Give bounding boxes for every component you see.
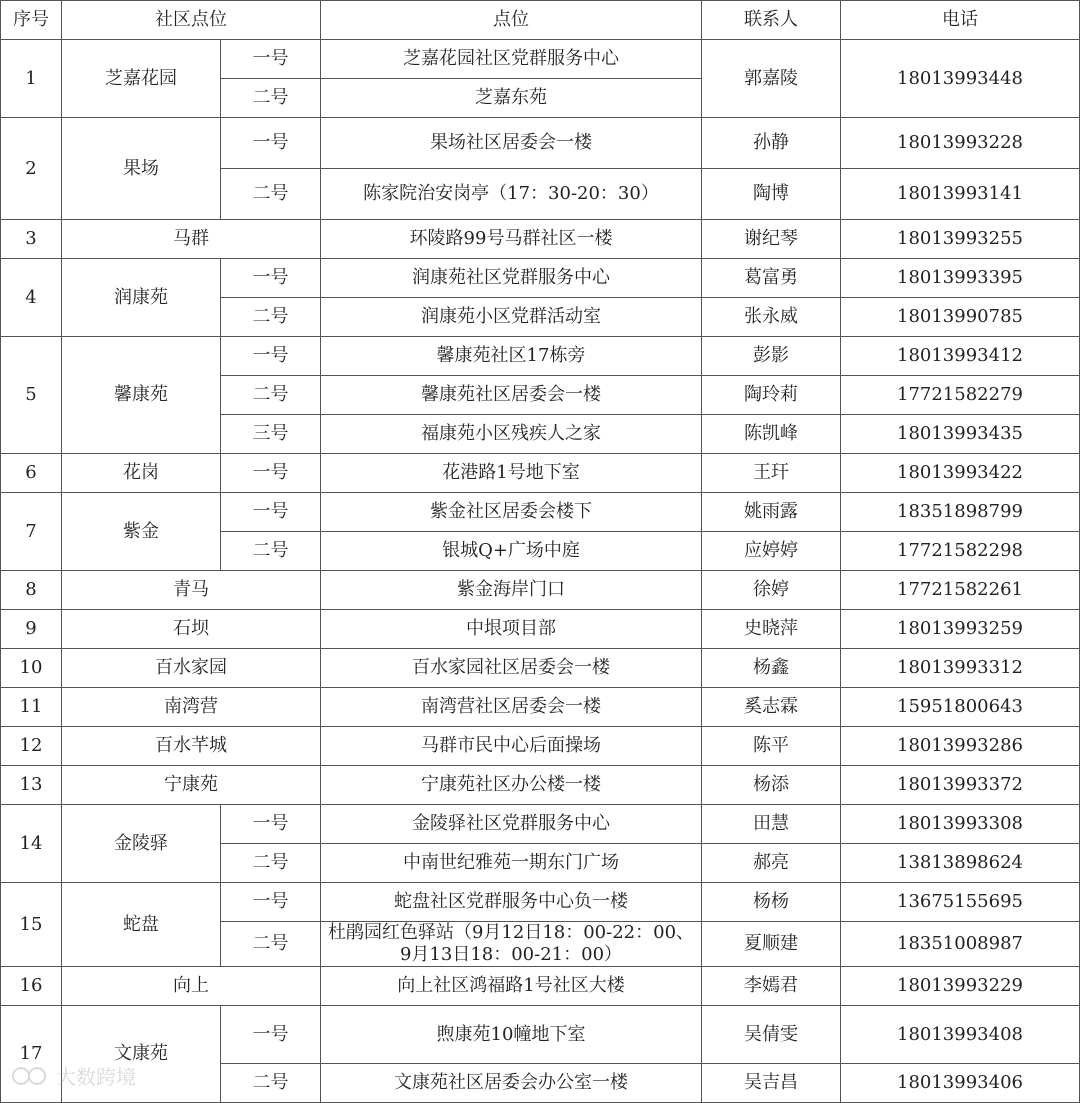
location-cell: 宁康苑社区办公楼一楼: [321, 766, 702, 805]
phone-cell: 13675155695: [841, 883, 1080, 922]
community-cell: 百水家园: [62, 649, 321, 688]
table-row: [1, 571, 1080, 610]
watermark: [10, 1061, 136, 1090]
location-cell: 银城Q+广场中庭: [321, 532, 702, 571]
sub-label-cell: 三号: [221, 415, 321, 454]
location-cell: 杜鹃园红色驿站（9月12日18：00-22：00、9月13日18：00-21：00）: [321, 922, 702, 967]
phone-cell: 18013993312: [841, 649, 1080, 688]
community-cell: 馨康苑: [62, 337, 221, 454]
contact-cell: 杨添: [702, 766, 841, 805]
phone-cell: 18013990785: [841, 298, 1080, 337]
header-location: 点位: [321, 1, 702, 40]
community-cell: 果场: [62, 118, 221, 220]
contact-cell: 葛富勇: [702, 259, 841, 298]
phone-cell: 18351898799: [841, 493, 1080, 532]
phone-cell: 17721582261: [841, 571, 1080, 610]
location-cell: 馨康苑社区居委会一楼: [321, 376, 702, 415]
sub-label-cell: 一号: [221, 1006, 321, 1064]
seq-cell: 3: [1, 220, 62, 259]
sub-label-cell: 二号: [221, 532, 321, 571]
seq-cell: 6: [1, 454, 62, 493]
contact-cell: 谢纪琴: [702, 220, 841, 259]
sub-label-cell: 一号: [221, 337, 321, 376]
table-row: [1, 337, 1080, 376]
phone-cell: 18013993422: [841, 454, 1080, 493]
header-seq: 序号: [1, 1, 62, 40]
location-cell: 南湾营社区居委会一楼: [321, 688, 702, 727]
location-cell: 陈家院治安岗亭（17：30-20：30）: [321, 169, 702, 220]
community-cell: 润康苑: [62, 259, 221, 337]
location-cell: 福康苑小区残疾人之家: [321, 415, 702, 454]
watermark-text: 大数跨境: [56, 1065, 136, 1089]
phone-cell: 17721582279: [841, 376, 1080, 415]
contact-cell: 吴倩雯: [702, 1006, 841, 1064]
seq-cell: 2: [1, 118, 62, 220]
location-cell: 润康苑社区党群服务中心: [321, 259, 702, 298]
table-row: [1, 688, 1080, 727]
phone-cell: 18013993259: [841, 610, 1080, 649]
sub-label-cell: 二号: [221, 298, 321, 337]
table-row: [1, 967, 1080, 1006]
phone-cell: 17721582298: [841, 532, 1080, 571]
seq-cell: 15: [1, 883, 62, 967]
contact-cell: 郝亮: [702, 844, 841, 883]
contact-cell: 陈凯峰: [702, 415, 841, 454]
sub-label-cell: 二号: [221, 1064, 321, 1103]
phone-cell: 18013993372: [841, 766, 1080, 805]
sub-label-cell: 一号: [221, 259, 321, 298]
phone-cell: 18013993435: [841, 415, 1080, 454]
phone-cell: 18013993448: [841, 40, 1080, 118]
seq-cell: 16: [1, 967, 62, 1006]
community-cell: 石坝: [62, 610, 321, 649]
phone-cell: 18013993228: [841, 118, 1080, 169]
table-row: [1, 649, 1080, 688]
phone-cell: 18351008987: [841, 922, 1080, 967]
contact-cell: 徐婷: [702, 571, 841, 610]
table-body: [1, 1, 1080, 1103]
location-cell: 润康苑小区党群活动室: [321, 298, 702, 337]
sub-label-cell: 二号: [221, 169, 321, 220]
phone-cell: 15951800643: [841, 688, 1080, 727]
phone-cell: 18013993406: [841, 1064, 1080, 1103]
location-cell: 紫金海岸门口: [321, 571, 702, 610]
table-row: [1, 493, 1080, 532]
sub-label-cell: 一号: [221, 40, 321, 79]
seq-cell: 7: [1, 493, 62, 571]
contact-cell: 应婷婷: [702, 532, 841, 571]
contact-cell: 奚志霖: [702, 688, 841, 727]
location-cell: 果场社区居委会一楼: [321, 118, 702, 169]
phone-cell: 18013993286: [841, 727, 1080, 766]
seq-cell: 5: [1, 337, 62, 454]
phone-cell: 18013993408: [841, 1006, 1080, 1064]
location-cell: 金陵驿社区党群服务中心: [321, 805, 702, 844]
location-cell: 馨康苑社区17栋旁: [321, 337, 702, 376]
table-row: [1, 610, 1080, 649]
sub-label-cell: 一号: [221, 454, 321, 493]
contact-cell: 田慧: [702, 805, 841, 844]
community-cell: 紫金: [62, 493, 221, 571]
community-cell: 花岗: [62, 454, 221, 493]
watermark-logo-icon: [10, 1065, 50, 1087]
phone-cell: 18013993412: [841, 337, 1080, 376]
seq-cell: 17: [1, 1006, 62, 1103]
community-cell: 南湾营: [62, 688, 321, 727]
community-cell: 文康苑: [62, 1006, 221, 1103]
contact-cell: 张永威: [702, 298, 841, 337]
sub-label-cell: 一号: [221, 883, 321, 922]
sub-label-cell: 二号: [221, 79, 321, 118]
contact-cell: 李嫣君: [702, 967, 841, 1006]
table-row: [1, 727, 1080, 766]
location-cell: 马群市民中心后面操场: [321, 727, 702, 766]
location-cell: 环陵路99号马群社区一楼: [321, 220, 702, 259]
sub-label-cell: 二号: [221, 922, 321, 967]
contact-cell: 吴吉昌: [702, 1064, 841, 1103]
community-cell: 金陵驿: [62, 805, 221, 883]
phone-cell: 18013993141: [841, 169, 1080, 220]
seq-cell: 8: [1, 571, 62, 610]
location-cell: 花港路1号地下室: [321, 454, 702, 493]
contact-cell: 杨杨: [702, 883, 841, 922]
location-cell: 芝嘉花园社区党群服务中心: [321, 40, 702, 79]
seq-cell: 1: [1, 40, 62, 118]
location-cell: 百水家园社区居委会一楼: [321, 649, 702, 688]
header-community: 社区点位: [62, 1, 321, 40]
contact-cell: 彭影: [702, 337, 841, 376]
phone-cell: 18013993229: [841, 967, 1080, 1006]
sub-label-cell: 一号: [221, 805, 321, 844]
table-row: [1, 118, 1080, 169]
community-cell: 宁康苑: [62, 766, 321, 805]
contact-cell: 夏顺建: [702, 922, 841, 967]
location-cell: 煦康苑10幢地下室: [321, 1006, 702, 1064]
header-phone: 电话: [841, 1, 1080, 40]
table-row: [1, 220, 1080, 259]
phone-cell: 18013993308: [841, 805, 1080, 844]
header-contact: 联系人: [702, 1, 841, 40]
sub-label-cell: 一号: [221, 118, 321, 169]
contact-cell: 郭嘉陵: [702, 40, 841, 118]
location-cell: 紫金社区居委会楼下: [321, 493, 702, 532]
location-cell: 文康苑社区居委会办公室一楼: [321, 1064, 702, 1103]
community-cell: 青马: [62, 571, 321, 610]
community-cell: 蛇盘: [62, 883, 221, 967]
contact-cell: 王玕: [702, 454, 841, 493]
location-cell: 向上社区鸿福路1号社区大楼: [321, 967, 702, 1006]
phone-cell: 18013993255: [841, 220, 1080, 259]
contact-cell: 史晓萍: [702, 610, 841, 649]
community-cell: 百水芊城: [62, 727, 321, 766]
table-row: [1, 805, 1080, 844]
table-row: [1, 40, 1080, 79]
contact-cell: 陈平: [702, 727, 841, 766]
location-cell: 中南世纪雅苑一期东门广场: [321, 844, 702, 883]
sub-label-cell: 一号: [221, 493, 321, 532]
location-cell: 中垠项目部: [321, 610, 702, 649]
table-row: [1, 1006, 1080, 1064]
community-cell: 芝嘉花园: [62, 40, 221, 118]
contact-cell: 陶玲莉: [702, 376, 841, 415]
seq-cell: 10: [1, 649, 62, 688]
sub-label-cell: 二号: [221, 376, 321, 415]
location-cell: 蛇盘社区党群服务中心负一楼: [321, 883, 702, 922]
table-row: [1, 259, 1080, 298]
seq-cell: 14: [1, 805, 62, 883]
contact-cell: 孙静: [702, 118, 841, 169]
table-row: [1, 454, 1080, 493]
seq-cell: 9: [1, 610, 62, 649]
table-row: [1, 766, 1080, 805]
phone-cell: 18013993395: [841, 259, 1080, 298]
seq-cell: 11: [1, 688, 62, 727]
seq-cell: 13: [1, 766, 62, 805]
table-row: [1, 883, 1080, 922]
contact-cell: 杨鑫: [702, 649, 841, 688]
seq-cell: 4: [1, 259, 62, 337]
contact-cell: 姚雨露: [702, 493, 841, 532]
sub-label-cell: 二号: [221, 844, 321, 883]
contact-cell: 陶博: [702, 169, 841, 220]
location-cell: 芝嘉东苑: [321, 79, 702, 118]
seq-cell: 12: [1, 727, 62, 766]
community-cell: 马群: [62, 220, 321, 259]
header-row: [1, 1, 1080, 40]
phone-cell: 13813898624: [841, 844, 1080, 883]
community-cell: 向上: [62, 967, 321, 1006]
